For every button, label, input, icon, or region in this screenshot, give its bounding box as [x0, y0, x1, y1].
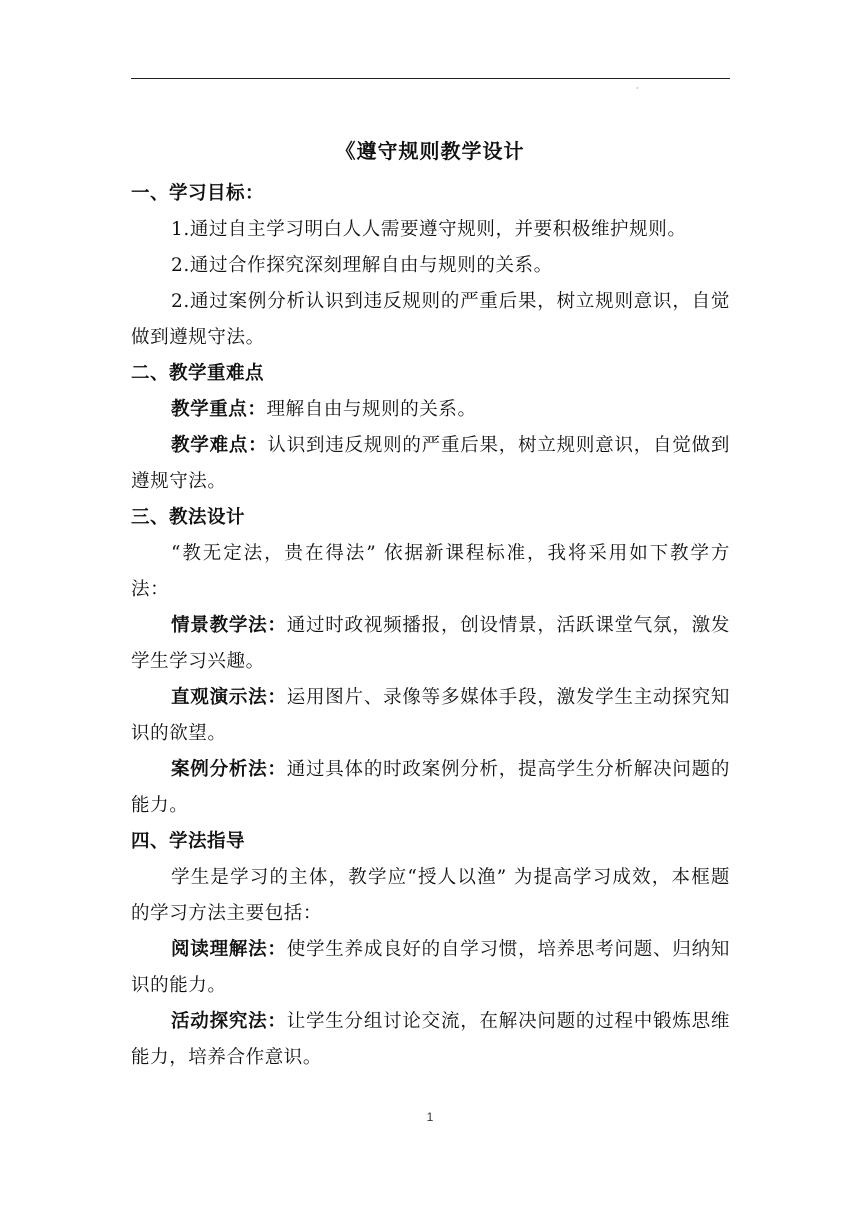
- paragraph-lead: 直观演示法：: [171, 687, 287, 708]
- section-heading: 二、教学重难点: [131, 363, 265, 384]
- paragraph: [131, 536, 730, 608]
- paragraph-lead: 教学重点：: [171, 399, 267, 420]
- document-body: [131, 176, 730, 1076]
- paragraph-text: “教无定法，贵在得法” 依据新课程标准，我将采用如下教学方法：: [131, 543, 730, 600]
- paragraph: [131, 932, 730, 1004]
- paragraph: [131, 284, 730, 356]
- section-learning-goals: [131, 176, 730, 356]
- section-key-difficult-points: [131, 356, 730, 500]
- paragraph-text: 学生是学习的主体，教学应“授人以渔” 为提高学习成效，本框题的学习方法主要包括：: [131, 867, 730, 924]
- paragraph-text: 认识到违反规则的严重后果，树立规则意识，自觉做到遵规守法。: [131, 435, 730, 492]
- section-teaching-methods: [131, 500, 730, 824]
- paragraph: [131, 860, 730, 932]
- paragraph-text: 2.通过合作探究深刻理解自由与规则的关系。: [171, 255, 553, 276]
- section-heading: 一、学习目标：: [131, 183, 265, 204]
- paragraph-lead: 教学难点：: [171, 435, 268, 456]
- paragraph-lead: 活动探究法：: [171, 1011, 287, 1032]
- paragraph: [131, 392, 730, 428]
- section-heading: 三、教法设计: [131, 507, 246, 528]
- paragraph-lead: 阅读理解法：: [171, 939, 287, 960]
- paragraph-text: 让学生分组讨论交流，在解决问题的过程中锻炼思维能力，培养合作意识。: [131, 1011, 730, 1068]
- paragraph-text: 2.通过案例分析认识到违反规则的严重后果，树立规则意识，自觉做到遵规守法。: [131, 291, 730, 348]
- paragraph-lead: 情景教学法：: [171, 615, 287, 636]
- paragraph: [131, 212, 730, 248]
- paragraph-lead: 案例分析法：: [171, 759, 287, 780]
- section-heading: 四、学法指导: [131, 831, 246, 852]
- paragraph-text: 运用图片、录像等多媒体手段，激发学生主动探究知识的欲望。: [131, 687, 730, 744]
- paragraph: [131, 752, 730, 824]
- page-number: 1: [426, 1110, 434, 1124]
- paragraph: [131, 428, 730, 500]
- header-mark: ·: [636, 84, 639, 93]
- section-learning-methods: [131, 824, 730, 1076]
- paragraph-text: 1.通过自主学习明白人人需要遵守规则，并要积极维护规则。: [171, 219, 687, 240]
- paragraph: [131, 248, 730, 284]
- paragraph: [131, 1004, 730, 1076]
- paragraph-text: 通过时政视频播报，创设情景，活跃课堂气氛，激发学生学习兴趣。: [131, 615, 730, 672]
- paragraph: [131, 608, 730, 680]
- paragraph-text: 理解自由与规则的关系。: [266, 399, 477, 420]
- header-rule: [131, 78, 730, 79]
- paragraph: [131, 680, 730, 752]
- paragraph-text: 使学生养成良好的自学习惯，培养思考问题、归纳知识的能力。: [131, 939, 730, 996]
- document-title: 《遵守规则教学设计: [335, 139, 525, 163]
- paragraph-text: 通过具体的时政案例分析，提高学生分析解决问题的能力。: [131, 759, 730, 816]
